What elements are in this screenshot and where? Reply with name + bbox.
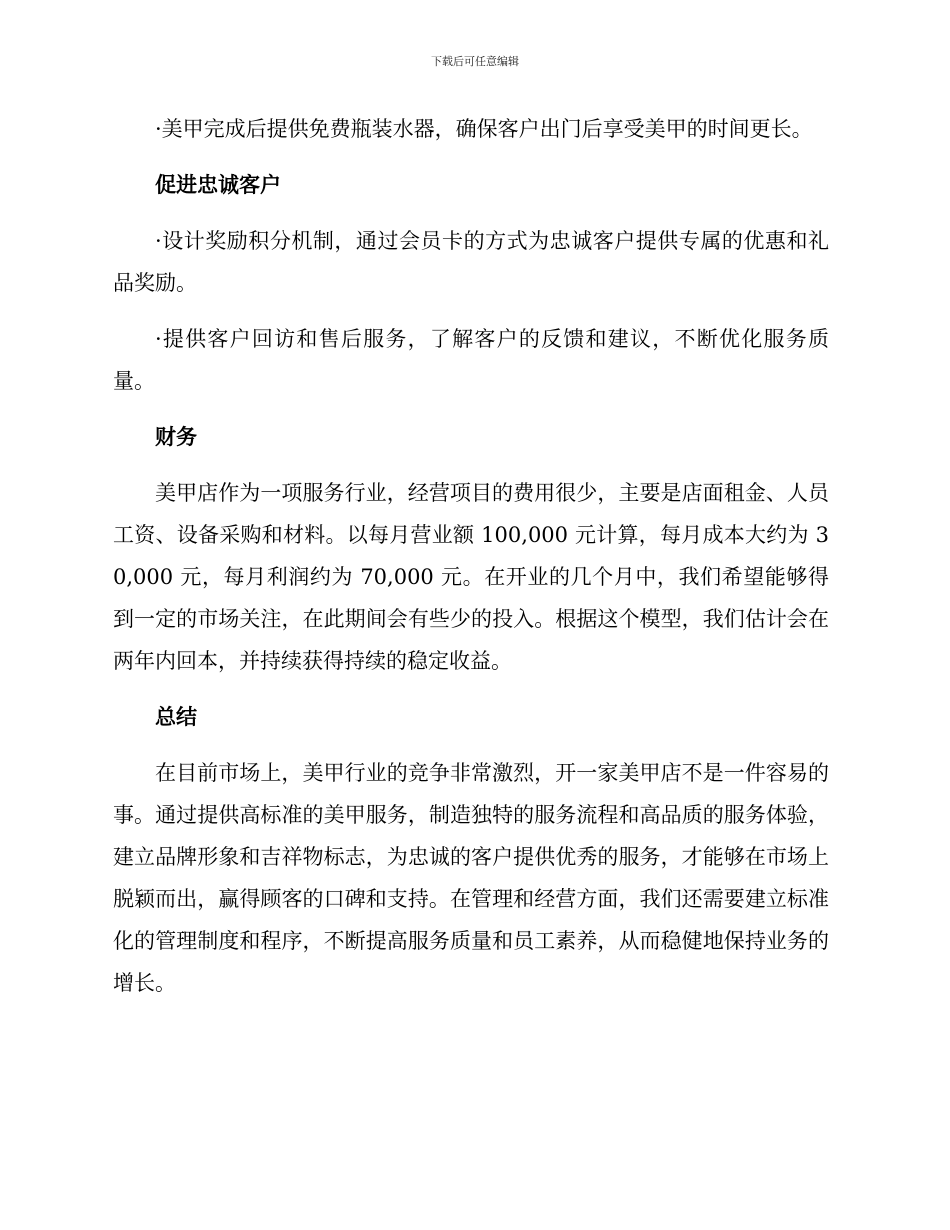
- paragraph-bullet-water: ·美甲完成后提供免费瓶装水器，确保客户出门后享受美甲的时间更长。: [155, 117, 813, 141]
- paragraph-loyalty-bullet-1: ·设计奖励积分机制，通过会员卡的方式为忠诚客户提供专属的优惠和礼品奖励。: [113, 229, 829, 295]
- document-body: [113, 108, 829, 1018]
- page-header: 下载后可任意编辑: [431, 55, 519, 68]
- paragraph-loyalty-bullet-2: ·提供客户回访和售后服务，了解客户的反馈和建议，不断优化服务质量。: [113, 327, 829, 393]
- section-heading-loyalty: 促进忠诚客户: [155, 173, 281, 197]
- paragraph-summary: 在目前市场上，美甲行业的竞争非常激烈，开一家美甲店不是一件容易的事。通过提供高标准的美甲服务，制造独特的服务流程和高品质的服务体验，建立品牌形象和吉祥物标志，为忠诚的客户提供优秀的服务，才能够在市场上脱颖而出，赢得顾客的口碑和支持。在管理和经营方面，我们还需要建立标准化的管理制度和程序，不断提高服务质量和员工素养，从而稳健地保持业务的增长。: [113, 761, 829, 995]
- section-heading-summary: 总结: [155, 705, 197, 729]
- paragraph-finance: 美甲店作为一项服务行业，经营项目的费用很少，主要是店面租金、人员工资、设备采购和材料。以每月营业额 100,000 元计算，每月成本大约为 30,000 元，每月利润约为 70,000 元。在开业的几个月中，我们希望能够得到一定的市场关注，在此期间会有些少的投入。根据这个模型，我们估计会在两年内回本，并持续获得持续的稳定收益。: [113, 481, 829, 673]
- section-heading-finance: 财务: [155, 425, 197, 449]
